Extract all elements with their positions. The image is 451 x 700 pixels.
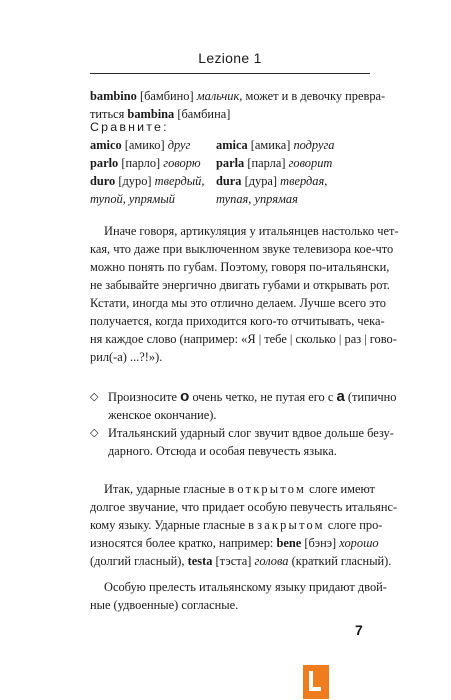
transcription: [парло] (121, 156, 161, 170)
paragraph-double-consonants (90, 578, 387, 614)
paragraph-articulation (90, 222, 399, 366)
tip-item (90, 388, 397, 424)
text-fragment: очень четко, не путая его с (192, 390, 334, 404)
text-fragment: Итак, ударные гласные в (104, 482, 235, 496)
italian-word: bene (276, 536, 302, 550)
paragraph-stressed-vowels (90, 480, 398, 570)
gloss-continuation: тупая, упрямая (216, 192, 298, 206)
compare-label: Сравните: (90, 120, 169, 134)
spaced-term: открытом (237, 482, 306, 496)
letter-o: o (180, 388, 190, 405)
paragraph-line: получается, когда приходится кого-то отчитывать, чека- (90, 314, 385, 328)
transcription: [амика] (250, 138, 291, 152)
tip-line: Итальянский ударный слог звучит вдвое дольше безу- (108, 426, 394, 440)
compare-heading (90, 118, 372, 136)
gloss: твердый, (154, 174, 205, 188)
letter-a: a (336, 388, 345, 405)
text-fragment: слоге имеют (309, 482, 375, 496)
header-rule (90, 73, 370, 74)
tip-line (108, 388, 397, 406)
paragraph-line: Иначе говоря, артикуляция у итальянцев настолько чет- (104, 224, 399, 238)
text-fragment: может и в девочку превра- (245, 89, 386, 103)
logo-mark (309, 671, 321, 691)
gloss: твердая, (280, 174, 328, 188)
paragraph-line: не забывайте энергично двигать губами и открывать рот. (90, 278, 390, 292)
diamond-bullet-icon: ◇ (90, 390, 99, 403)
paragraph-line: ня каждое слово (например: «Я | тебе | сколько | раз | гово- (90, 332, 397, 346)
tip-item (90, 424, 394, 460)
compare-row (90, 154, 218, 172)
text-fragment: Произносите (108, 390, 178, 404)
text-fragment: (краткий гласный). (291, 554, 392, 568)
paragraph-line: Кстати, иногда мы это отлично делаем. Лучше всего это (90, 296, 386, 310)
tip-line: дарного. Отсюда и особая певучесть языка. (108, 444, 337, 458)
paragraph-line: ные (удвоенные) согласные. (90, 598, 239, 612)
transcription: [дуро] (118, 174, 152, 188)
gloss-continuation: тупой, упрямый (90, 192, 175, 206)
text-fragment: кому языку. Ударные гласные в (90, 518, 255, 532)
text-fragment: титься (90, 107, 125, 121)
compare-column-right (216, 136, 374, 208)
paragraph-line: кая, что даже при выключенном звуке телевизора кое-что (90, 242, 394, 256)
text-fragment: слоге про- (327, 518, 383, 532)
italian-word: parla (216, 156, 245, 170)
gloss: говорит (288, 156, 333, 170)
compare-row (90, 172, 218, 190)
italian-word: testa (187, 554, 213, 568)
tip-line: женское окончание). (108, 408, 217, 422)
paragraph-line (90, 480, 375, 498)
tips-list (90, 388, 397, 460)
transcription: [бамбино] (139, 89, 194, 103)
transcription: [дура] (244, 174, 278, 188)
compare-row (90, 136, 218, 154)
italian-word: dura (216, 174, 242, 188)
compare-column-left (90, 136, 218, 208)
gloss: друг (167, 138, 191, 152)
italian-word: duro (90, 174, 116, 188)
intro-line-1 (90, 87, 386, 105)
diamond-bullet-icon: ◇ (90, 426, 99, 439)
italian-word: bambino (90, 89, 137, 103)
text-fragment: (типично (347, 390, 397, 404)
gloss: мальчик, (196, 89, 243, 103)
compare-row (216, 154, 374, 172)
transcription: [парла] (247, 156, 286, 170)
publisher-logo-icon (303, 665, 329, 699)
paragraph-line: рил(-а) ...?!»). (90, 350, 163, 364)
paragraph-line (90, 516, 383, 534)
italian-word: amica (216, 138, 248, 152)
page-number: 7 (355, 622, 363, 638)
italian-word: parlo (90, 156, 119, 170)
text-fragment: износятся более кратко, например: (90, 536, 274, 550)
paragraph-line (90, 534, 379, 552)
gloss: говорю (163, 156, 201, 170)
gloss: хорошо (339, 536, 379, 550)
spaced-term: закрытом (257, 518, 325, 532)
compare-row (216, 136, 374, 154)
compare-row (216, 172, 374, 190)
transcription: [бэнэ] (304, 536, 337, 550)
transcription: [тэста] (215, 554, 252, 568)
transcription: [бамбина] (177, 107, 231, 121)
text-fragment: (долгий гласный), (90, 554, 185, 568)
paragraph-line (90, 552, 392, 570)
italian-word: amico (90, 138, 122, 152)
paragraph-line: Особую прелесть итальянскому языку придают двой- (104, 580, 387, 594)
paragraph-line: можно понять по губам. Поэтому, говоря по-итальянски, (90, 260, 390, 274)
running-header: Lezione 1 (198, 50, 262, 66)
paragraph-line: долгое звучание, что придает особую певучесть итальянс- (90, 500, 398, 514)
gloss: подруга (293, 138, 335, 152)
italian-word: bambina (127, 107, 175, 121)
transcription: [амико] (124, 138, 165, 152)
gloss: голова (254, 554, 289, 568)
